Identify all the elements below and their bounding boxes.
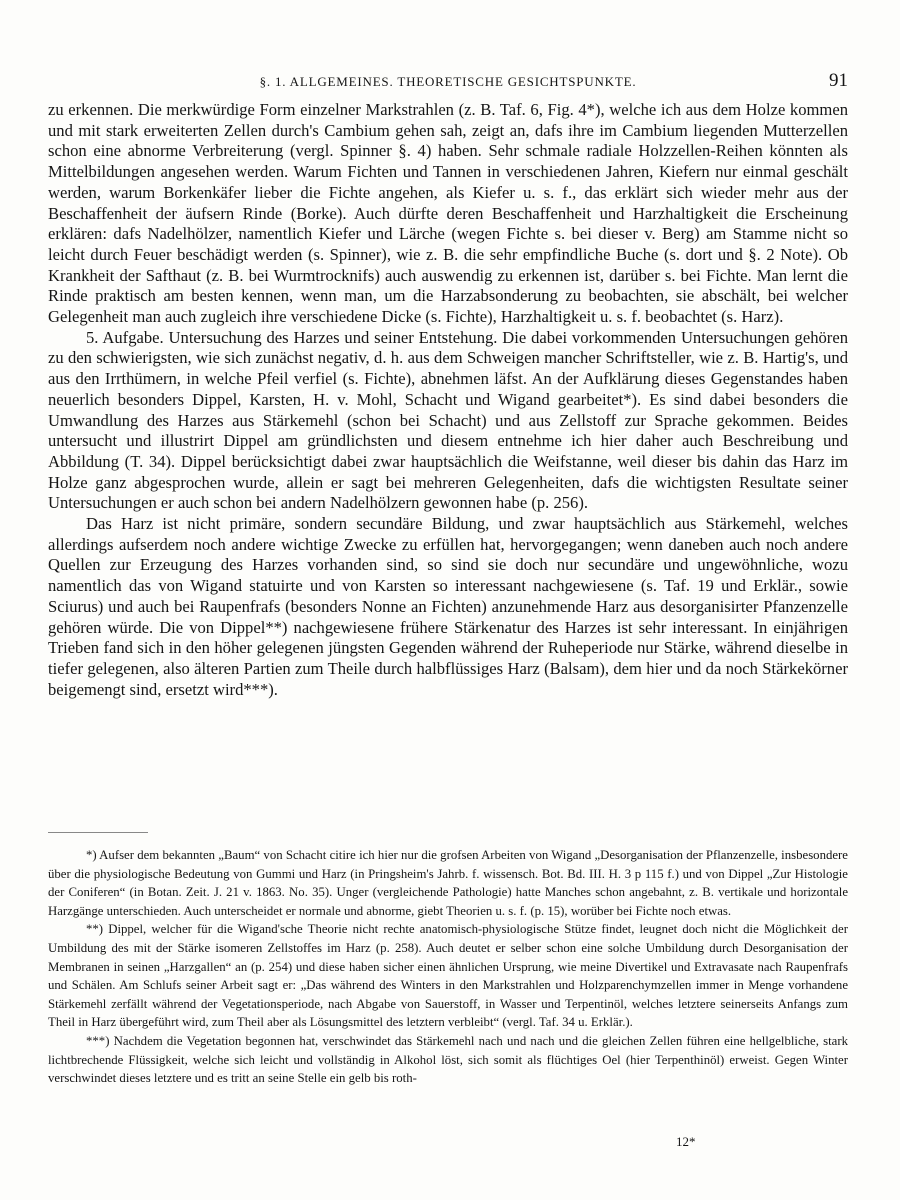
footnote-2: **) Dippel, welcher für die Wigand'sche Theorie nicht rechte anatomisch-physiologische Stütze findet, leugnet doch nicht die Möglichkeit der Umbildung des mit der Stärke isomeren Zellstoffes im Harz (p. 258). Auch deutet er selber schon eine solche Umbildung durch Desorganisation der Membranen in seinen „Harzgallen“ an (p. 254) und diese haben sicher einen ähnlichen Ursprung, wie meine Divertikel und Extravasate nach Raupenfrafs und Schälen. Am Schlufs seiner Arbeit sagt er: „Das während des Winters in den Markstrahlen und Holzparenchymzellen immer in Menge vorhandene Stärkemehl zerfällt während der Vegetationsperiode, nach Abgabe von Sauerstoff, in Wasser und Terpentinöl, welches letztere seinerseits Anfangs zum Theil in Harz übergeführt wird, zum Theil aber als Lösungsmittel des letztern verbleibt“ (vergl. Taf. 34 u. Erklär.). (48, 922, 848, 1030)
footnote-3: ***) Nachdem die Vegetation begonnen hat, verschwindet das Stärkemehl nach und nach und die gleichen Zellen führen eine hellgelbliche, stark lichtbrechende Flüssigkeit, welche sich leicht und vollständig in Alkohol löst, sich somit als flüchtiges Oel (hier Terpenthinöl) erweist. Gegen Winter verschwindet dieses letztere und es tritt an seine Stelle ein gelb bis roth- (48, 1033, 848, 1086)
paragraph-1: zu erkennen. Die merkwürdige Form einzelner Markstrahlen (z. B. Taf. 6, Fig. 4*), welche ich aus dem Holze kommen und mit stark erweiterten Zellen durch's Cambium gehen sah, zeigt an, dafs ihre im Cambium liegenden Mutterzellen schon eine abnorme Verbreiterung (vergl. Spinner §. 4) haben. Sehr schmale radiale Holzzellen-Reihen könnten als Mittelbildungen angesehen werden. Warum Fichten und Tannen in verschiedenen Jahren, Kiefern nur einmal geschält werden, warum Borkenkäfer lieber die Fichte angehen, als Kiefer u. s. f., das erklärt sich wieder mehr aus der Beschaffenheit der äufsern Rinde (Borke). Auch dürfte deren Beschaffenheit und Harzhaltigkeit die Erscheinung erklären: dafs Nadelhölzer, namentlich Kiefer und Lärche (wegen Fichte s. bei dieser v. Berg) am Stamme nicht so leicht durch Feuer beschädigt werden (s. Spinner), wie z. B. die sehr empfindliche Buche (s. dort und §. 2 Note). Ob Krankheit der Safthaut (z. B. bei Wurmtrocknifs) auch auswendig zu erkennen ist, darüber s. bei Fichte. Man lernt die Rinde praktisch am besten kennen, wenn man, um die Harzabsonderung zu beobachten, sie abschält, bei welcher Gelegenheit man auch zugleich ihre verschiedene Dicke (s. Fichte), Harzhaltigkeit u. s. f. beobachtet (s. Harz). (48, 100, 848, 327)
page-number: 91 (829, 70, 848, 91)
footnotes (48, 846, 848, 1088)
body-text (48, 100, 848, 700)
page-header (48, 70, 848, 94)
running-head: §. 1. ALLGEMEINES. THEORETISCHE GESICHTSPUNKTE. (259, 74, 637, 89)
paragraph-3: Das Harz ist nicht primäre, sondern secundäre Bildung, und zwar hauptsächlich aus Stärkemehl, welches allerdings aufserdem noch andere wichtige Zwecke zu erfüllen hat, hervorgegangen; wenn daneben auch noch andere Quellen zur Erzeugung des Harzes vorhanden sind, so sind sie doch nur secundäre und ungewöhnliche, wozu namentlich das von Wigand statuirte und von Karsten so interessant nachgewiesene (s. Taf. 19 und Erklär., sowie Sciurus) und auch bei Raupenfrafs (besonders Nonne an Fichten) anzunehmende Harz aus desorganisirter Pfanzenzelle gehören würde. Die von Dippel**) nachgewiesene frühere Stärkenatur des Harzes ist sehr interessant. In einjährigen Trieben fand sich in den höher gelegenen jüngsten Gegenden während der Ruheperiode nur Stärke, während dieselbe in tiefer gelegenen, also älteren Partien zum Theile durch halbflüssiges Harz (Balsam), dem hier und da noch Stärkekörner beigemengt sind, ersetzt wird***). (48, 514, 848, 699)
printer-signature: 12* (676, 1134, 696, 1149)
footnote-divider (48, 832, 148, 833)
footnote-1: *) Aufser dem bekannten „Baum“ von Schacht citire ich hier nur die grofsen Arbeiten von Wigand „Desorganisation der Pflanzenzelle, insbesondere über die physiologische Bedeutung von Gummi und Harz (in Pringsheim's Jahrb. f. wissensch. Bot. Bd. III. H. 3 p 115 f.) und von Dippel „Zur Histologie der Coniferen“ (in Botan. Zeit. J. 21 v. 1863. No. 35). Unger (vergleichende Pathologie) hatte Manches schon angebahnt, z. B. vertikale und horizontale Harzgänge unterschieden. Auch unterscheidet er normale und abnorme, giebt Theorien u. s. f. (p. 15), worüber bei Fichte noch etwas. (48, 848, 848, 918)
paragraph-2: 5. Aufgabe. Untersuchung des Harzes und seiner Entstehung. Die dabei vorkommenden Untersuchungen gehören zu den schwierigsten, wie sich zunächst negativ, d. h. aus dem Schweigen mancher Schriftsteller, wie z. B. Hartig's, und aus den Irrthümern, in welche Pfeil verfiel (s. Fichte), abnehmen läfst. An der Aufklärung dieses Gegenstandes haben neuerlich besonders Dippel, Karsten, H. v. Mohl, Schacht und Wigand gearbeitet*). Es sind dabei besonders die Umwandlung des Harzes aus Stärkemehl (schon bei Schacht) und aus Zellstoff zur Sprache gekommen. Beides untersucht und illustrirt Dippel am gründlichsten und diesem entnehme ich hier daher auch Beschreibung und Abbildung (T. 34). Dippel berücksichtigt dabei zwar hauptsächlich die Weifstanne, weil dieser bis dahin das Harz im Holze ganz abgesprochen wurde, allein er sagt bei mehreren Gelegenheiten, dafs die wichtigsten Resultate seiner Untersuchungen er auch schon bei andern Nadelhölzern gewonnen habe (p. 256). (48, 327, 848, 513)
